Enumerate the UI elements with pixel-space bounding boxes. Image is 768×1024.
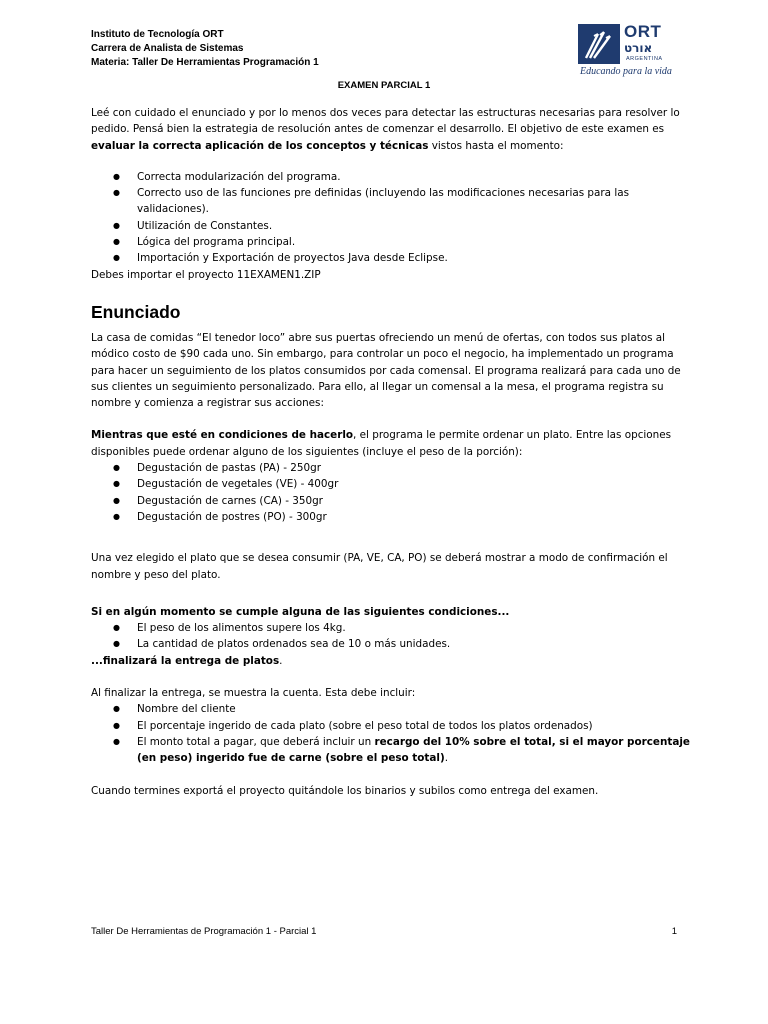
document-header <box>91 28 319 70</box>
logo-tagline: Educando para la vida <box>580 66 672 77</box>
condition-bold-text: Mientras que esté en condiciones de hacerlo <box>91 429 354 442</box>
intro-text: Leé con cuidado el enunciado y por lo menos dos veces para detectar las estructuras necesarias para resolver lo pedido. Pensá bien la estrategia de resolución antes de comenzar el desarrollo. El objetivo de este examen es <box>91 107 680 136</box>
list-item: ● Nombre del cliente <box>91 701 691 717</box>
intro-paragraph <box>91 105 691 154</box>
enunciado-paragraph-4: Al finalizar la entrega, se muestra la cuenta. Esta debe incluir: <box>91 687 416 700</box>
conditions-title <box>91 604 691 620</box>
logo-ort-text: ORT <box>624 22 662 41</box>
intro-text-end: vistos hasta el momento: <box>428 139 564 152</box>
condition-text: , el programa le permite ordenar un plato. Entre las opciones disponibles puede ordenar alguno de los siguientes (incluye el peso de la porción): <box>91 429 672 458</box>
enunciado-paragraph-5: Cuando termines exportá el proyecto quitándole los binarios y subilos como entrega del examen. <box>91 784 599 797</box>
enunciado-section <box>91 330 691 799</box>
bill-item-bold-text: recargo del 10% sobre el total, si el mayor porcentaje (en peso) ingerido fue de carne (sobre el peso total) <box>137 735 690 765</box>
dishes-list <box>91 460 691 525</box>
objectives-list <box>91 169 691 267</box>
logo-hebrew-text: אורט <box>624 41 653 55</box>
list-item: ● El porcentaje ingerido de cada plato (sobre el peso total de todos los platos ordenados) <box>91 718 691 734</box>
period: . <box>444 752 449 765</box>
enunciado-paragraph-3: Una vez elegido el plato que se desea consumir (PA, VE, CA, PO) se deberá mostrar a modo de confirmación el nombre y peso del plato. <box>91 552 668 581</box>
list-item: ● Degustación de pastas (PA) - 250gr <box>91 460 691 476</box>
conditions-list <box>91 620 691 653</box>
footer-text: Taller De Herramientas de Programación 1 - Parcial 1 <box>91 926 317 937</box>
enunciado-paragraph-1: La casa de comidas “El tenedor loco” abre sus puertas ofreciendo un menú de ofertas, con todos sus platos al módico costo de $90 cada uno. Sin embargo, para controlar un poco el negocio, ha implementado un programa para hacer un seguimiento de los platos consumidos por cada comensal. El programa realizará para cada uno de sus clientes un seguimiento personalizado. Para ello, al llegar un comensal a la mesa, el programa registra su nombre y comienza a registrar sus acciones: <box>91 332 681 410</box>
exam-title: EXAMEN PARCIAL 1 <box>337 80 431 91</box>
list-item: ● El peso de los alimentos supere los 4kg. <box>91 620 691 636</box>
intro-section <box>91 105 691 283</box>
section-title: Enunciado <box>91 302 181 322</box>
wheat-emblem-icon <box>578 24 620 64</box>
period: . <box>279 654 283 667</box>
intro-bold-text: evaluar la correcta aplicación de los conceptos y técnicas <box>91 139 429 152</box>
list-item: ● Degustación de postres (PO) - 300gr <box>91 509 691 525</box>
conditions-end-text: ...finalizará la entrega de platos <box>91 654 280 667</box>
list-item: ● Lógica del programa principal. <box>91 234 691 250</box>
import-instruction: Debes importar el proyecto 11EXAMEN1.ZIP <box>91 268 321 281</box>
list-item: ● Degustación de carnes (CA) - 350gr <box>91 493 691 509</box>
conditions-title-text: Si en algún momento se cumple alguna de las siguientes condiciones... <box>91 605 510 618</box>
list-item: ● Utilización de Constantes. <box>91 218 691 234</box>
list-item: ● Correcta modularización del programa. <box>91 169 691 185</box>
list-item: ● Degustación de vegetales (VE) - 400gr <box>91 476 691 492</box>
list-item: ● La cantidad de platos ordenados sea de 10 o más unidades. <box>91 636 691 652</box>
page-footer <box>91 926 677 937</box>
conditions-end <box>91 653 691 669</box>
page-number: 1 <box>671 926 677 937</box>
ort-logo <box>578 22 678 82</box>
bill-item-text: El monto total a pagar, que deberá incluir un <box>137 735 375 748</box>
logo-country-text: ARGENTINA <box>626 56 663 62</box>
institution-name: Instituto de Tecnología ORT <box>91 29 224 40</box>
bill-list <box>91 701 691 766</box>
career-name: Carrera de Analista de Sistemas <box>91 43 244 54</box>
list-item <box>91 734 691 767</box>
subject-name: Materia: Taller De Herramientas Programación 1 <box>91 57 319 68</box>
enunciado-paragraph-2 <box>91 427 691 460</box>
list-item: ● Correcto uso de las funciones pre definidas (incluyendo las modificaciones necesarias para las validaciones). <box>91 185 691 218</box>
list-item: ● Importación y Exportación de proyectos Java desde Eclipse. <box>91 250 691 266</box>
